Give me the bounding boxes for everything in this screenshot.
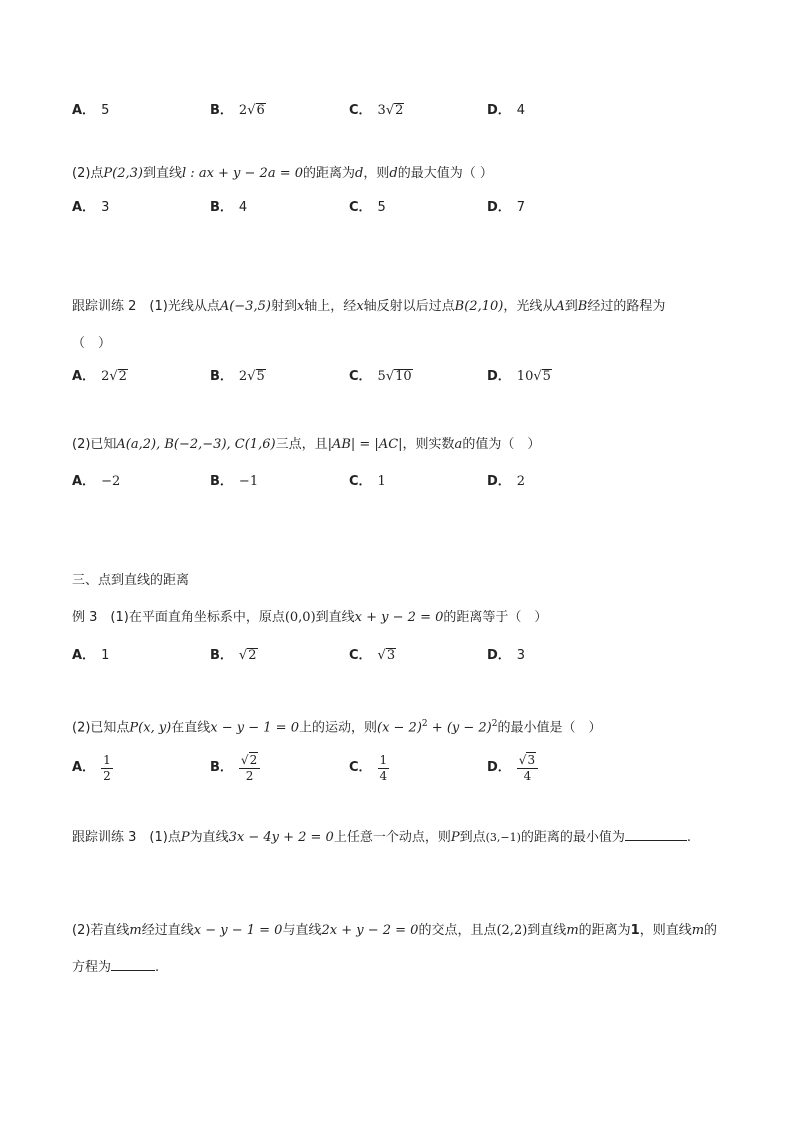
q-text: 的值为（ ） (462, 437, 541, 452)
section-heading (72, 571, 734, 591)
answer-blank[interactable] (625, 840, 687, 841)
q-text: 的最大值为（ ） (397, 166, 493, 181)
q-text: (2)已知点 (72, 720, 130, 736)
option-d (487, 197, 525, 219)
option-b (210, 471, 258, 493)
q-math: m (566, 923, 579, 938)
q-text: 与直线 (282, 923, 322, 938)
option-a (72, 471, 120, 493)
option-c (349, 366, 413, 388)
option-label: B． (210, 648, 233, 663)
option-label: C． (349, 200, 372, 215)
sqrt-symbol: √ (377, 648, 386, 663)
sqrt-symbol: √ (109, 369, 118, 384)
option-b (210, 752, 260, 784)
option-label: C． (349, 648, 372, 663)
option-value: 5 (377, 200, 386, 215)
option-value: 1 (101, 648, 110, 663)
option-label: A． (72, 760, 96, 775)
q-text: 的交点，且点 (418, 923, 497, 938)
option-value: 4 (238, 200, 248, 215)
option-label: C． (349, 369, 372, 384)
q-text: 上的运动，则 (298, 720, 377, 736)
sqrt-symbol: √ (240, 753, 249, 767)
ex3-2-options (72, 752, 732, 788)
option-label: B． (210, 760, 233, 775)
option-coef: 2 (101, 369, 110, 384)
q-text: ，光线从 (503, 299, 556, 314)
numerator: 1 (103, 753, 111, 767)
q-text: 经过直线 (141, 923, 194, 938)
option-label: B． (210, 103, 233, 118)
option-radicand: 3 (527, 753, 536, 767)
q-exponent: 2 (421, 719, 428, 729)
q-math: A(a,2), B(−2,−3), C(1,6) (116, 437, 276, 452)
option-a (72, 366, 128, 388)
sqrt-symbol: √ (247, 369, 256, 384)
q-math: P (180, 830, 190, 845)
option-label: A． (72, 648, 96, 663)
option-value: 5 (101, 103, 110, 118)
option-radicand: 5 (542, 369, 551, 384)
option-d (487, 366, 552, 388)
q-text: 轴反射以后过点 (363, 299, 455, 314)
option-value: 2 (516, 474, 526, 489)
q-math: x − y − 1 = 0 (210, 720, 299, 736)
q-text: 跟踪训练 3 (1)点 (72, 830, 181, 845)
q2-options (72, 197, 732, 221)
option-c (349, 645, 396, 667)
sqrt-symbol: √ (533, 369, 542, 384)
q-text: 到直线 (143, 166, 183, 181)
option-label: A． (72, 200, 96, 215)
fraction (517, 752, 538, 783)
q-text: 方程为 (72, 960, 112, 975)
option-d (487, 471, 525, 493)
q-math: (3,−1) (485, 831, 521, 844)
numerator: 1 (379, 753, 388, 767)
tracking-3-q2-cont (72, 958, 734, 978)
q-math: A(−3,5) (219, 299, 271, 314)
section-title: 三、点到直线的距离 (72, 573, 190, 588)
option-coef: 10 (516, 369, 534, 384)
option-value: 3 (101, 200, 110, 215)
option-d (487, 645, 525, 667)
q-text: (2)已知 (72, 437, 117, 452)
q-math: d (355, 166, 364, 181)
q-text: 的 (704, 923, 718, 938)
option-label: D． (487, 369, 511, 384)
q-math: a (454, 437, 463, 452)
option-coef: 5 (377, 369, 386, 384)
q-exponent: 2 (491, 719, 498, 729)
tracking-2-q1-paren (72, 334, 734, 354)
option-value: −1 (238, 474, 259, 489)
q-text: 跟踪训练 2 (1)光线从点 (72, 299, 220, 314)
numerator (239, 752, 260, 769)
option-label: D． (487, 200, 511, 215)
option-c (349, 197, 386, 219)
option-radicand: 2 (395, 103, 404, 118)
q-text: 的距离为 (578, 923, 631, 938)
q-math: B (577, 299, 588, 314)
q-math: |AB| = |AC| (327, 437, 403, 452)
tracking-2-q2 (72, 435, 734, 455)
option-label: D． (487, 474, 511, 489)
q-text: 的距离等于（ ） (443, 610, 548, 625)
option-a (72, 100, 109, 122)
q-text: ，则直线 (639, 923, 692, 938)
q-text: 在直线 (171, 720, 211, 736)
option-value: 7 (516, 200, 526, 215)
q-text: 的最小值是（ ） (497, 720, 602, 736)
q-math: (0,0) (284, 610, 316, 625)
q-math: 3x − 4y + 2 = 0 (228, 830, 334, 845)
sqrt-symbol: √ (385, 369, 395, 384)
q-math: m (691, 923, 705, 938)
q-text: 到点 (459, 830, 486, 845)
t2-2-options (72, 471, 732, 495)
option-coef: 2 (238, 369, 248, 384)
q-math: B(2,10) (454, 299, 504, 314)
fraction (101, 752, 113, 783)
answer-blank[interactable] (111, 970, 155, 971)
q-text: . (686, 830, 692, 845)
sqrt-symbol: √ (518, 753, 527, 767)
option-c (349, 100, 404, 122)
q-text: 到 (564, 299, 578, 314)
q-value: 1 (630, 923, 640, 938)
option-label: C． (349, 103, 372, 118)
option-b (210, 100, 266, 122)
numerator (517, 752, 538, 769)
option-label: B． (210, 369, 233, 384)
option-b (210, 366, 266, 388)
option-radicand: 10 (395, 369, 412, 384)
t2-1-options (72, 366, 732, 390)
q-math: + (427, 720, 447, 736)
option-label: D． (487, 103, 511, 118)
q-math: x − y − 1 = 0 (193, 923, 283, 938)
q-text: 为直线 (189, 830, 229, 845)
option-label: D． (487, 648, 511, 663)
option-b (210, 197, 247, 219)
option-d (487, 100, 525, 122)
q-math: (2,2) (496, 923, 528, 938)
option-radicand: 2 (248, 648, 257, 663)
option-radicand: 5 (256, 369, 265, 384)
q-text: （ ） (72, 336, 112, 351)
fraction (239, 752, 260, 783)
q-text: 到直线 (315, 610, 355, 625)
q-math: x (356, 299, 364, 314)
option-coef: 2 (238, 103, 248, 118)
ex3-1-options (72, 645, 732, 669)
q-text: 经过的路程为 (587, 299, 666, 314)
q-math: 2x + y − 2 = 0 (321, 923, 419, 938)
q-math: x (296, 299, 305, 314)
q-math: P (450, 830, 460, 845)
q-math: P(2,3) (103, 166, 143, 181)
q-math: (x − 2) (377, 720, 422, 736)
q-text: 的距离的最小值为 (520, 830, 625, 845)
denominator: 4 (379, 769, 388, 783)
q-text: ，则 (363, 166, 390, 181)
option-label: B． (210, 474, 233, 489)
denominator: 4 (523, 769, 532, 783)
q-text: 例 3 (1)在平面直角坐标系中，原点 (72, 610, 285, 625)
option-radicand: 6 (256, 103, 265, 118)
sqrt-symbol: √ (247, 103, 256, 118)
tracking-2-q1 (72, 297, 734, 317)
option-d (487, 752, 538, 784)
q1-options (72, 100, 732, 124)
denominator: 2 (103, 769, 111, 783)
option-value: 1 (377, 474, 386, 489)
option-a (72, 752, 113, 784)
option-value: 3 (516, 648, 526, 663)
q-math: d (389, 166, 398, 181)
q-math: m (129, 923, 142, 938)
q-text: 射到 (270, 299, 297, 314)
option-b (210, 645, 258, 667)
example-3-q2 (72, 714, 734, 738)
question-2 (72, 164, 734, 184)
option-label: C． (349, 474, 372, 489)
q-text: 三点，且 (275, 437, 328, 452)
q-math: P(x, y) (129, 720, 172, 736)
q-text: ，则实数 (402, 437, 455, 452)
q-math: l : ax + y − 2a = 0 (182, 166, 304, 181)
option-coef: 3 (377, 103, 386, 118)
option-label: B． (210, 200, 233, 215)
q-text: 到直线 (527, 923, 567, 938)
example-3-q1 (72, 608, 734, 628)
option-c (349, 752, 389, 784)
q-math: (y − 2) (446, 720, 492, 736)
option-c (349, 471, 386, 493)
option-label: A． (72, 103, 96, 118)
option-radicand: 3 (386, 648, 396, 663)
option-a (72, 197, 109, 219)
fraction (378, 752, 390, 783)
q-math: x + y − 2 = 0 (354, 610, 444, 625)
option-label: A． (72, 369, 96, 384)
option-value: 4 (516, 103, 526, 118)
q-text: (2)点 (72, 166, 104, 181)
q-math: A (555, 299, 565, 314)
q-text: (2)若直线 (72, 923, 130, 938)
option-label: A． (72, 474, 96, 489)
q-text: 的距离为 (303, 166, 356, 181)
tracking-3-q1 (72, 828, 734, 848)
q-text: . (155, 960, 160, 975)
option-radicand: 2 (118, 369, 127, 384)
option-radicand: 2 (249, 753, 258, 767)
option-label: D． (487, 760, 511, 775)
sqrt-symbol: √ (385, 103, 395, 118)
q-text: 轴上，经 (304, 299, 357, 314)
q-text: 上任意一个动点，则 (333, 830, 451, 845)
option-a (72, 645, 109, 667)
option-label: C． (349, 760, 372, 775)
denominator: 2 (245, 769, 254, 783)
sqrt-symbol: √ (238, 648, 248, 663)
tracking-3-q2 (72, 921, 734, 941)
option-value: −2 (101, 474, 121, 489)
